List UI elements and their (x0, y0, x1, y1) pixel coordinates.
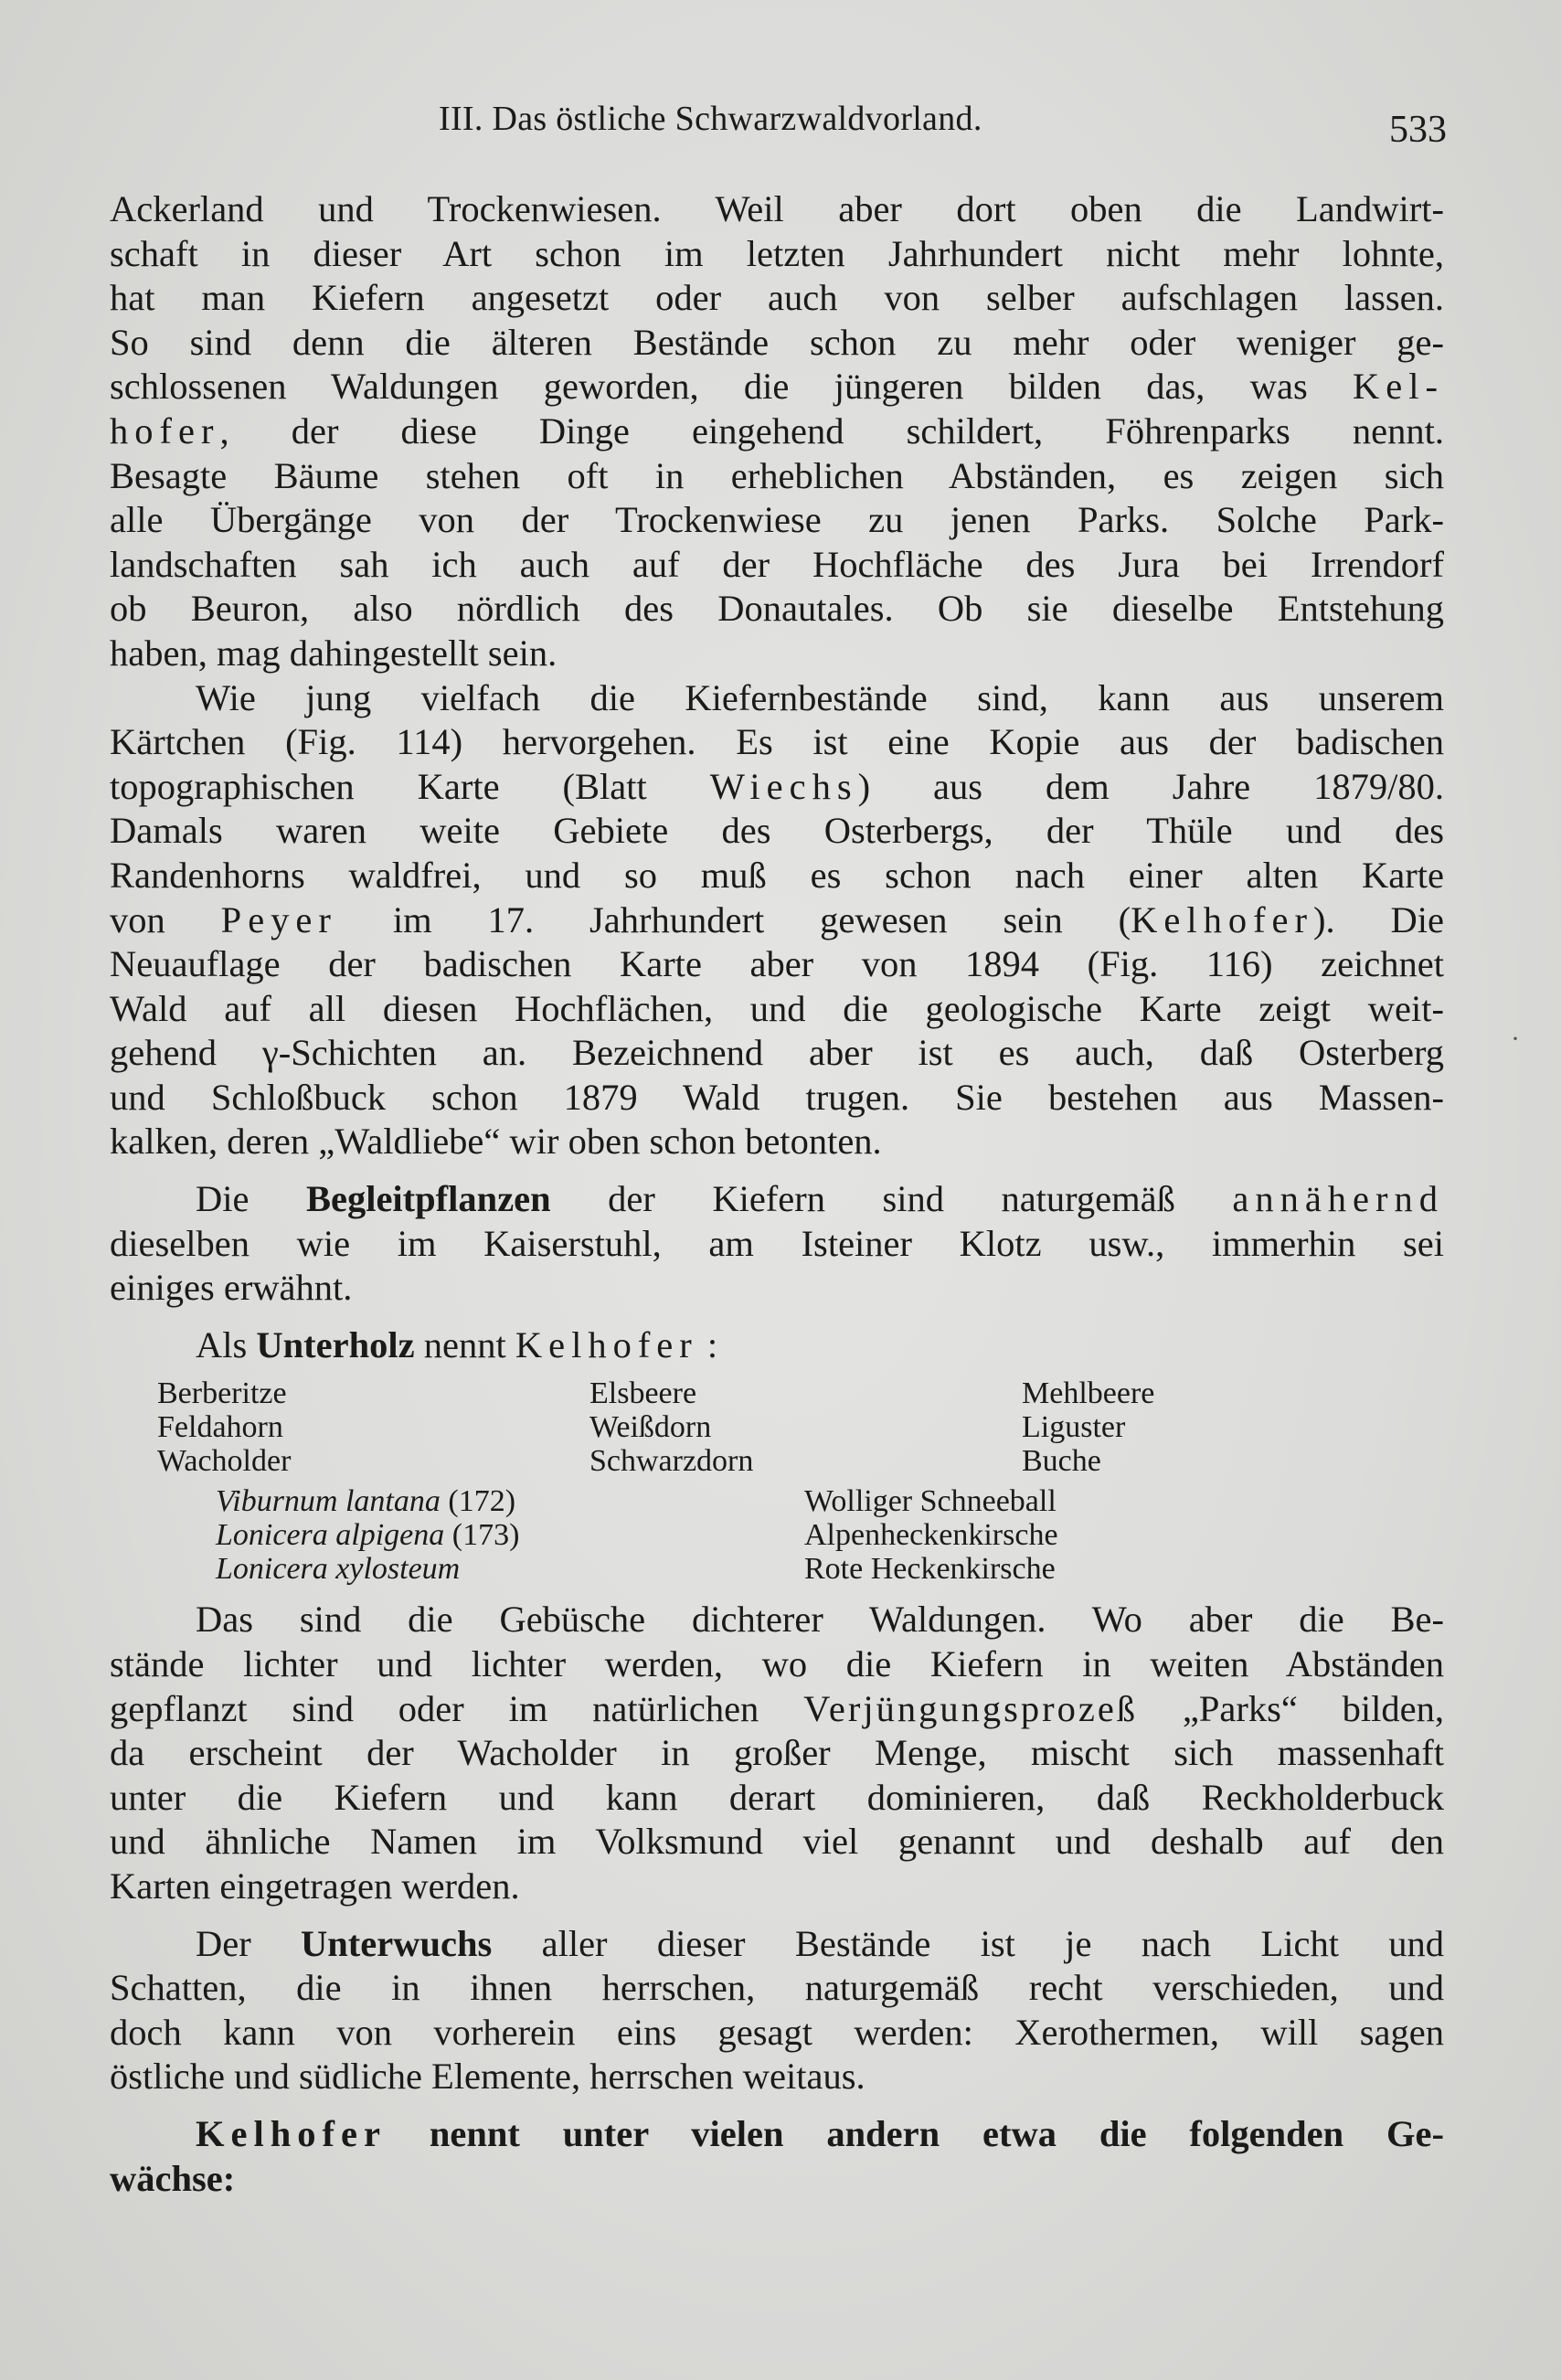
author-name: hofer (110, 409, 220, 452)
text-line: da erscheint der Wacholder in großer Menge, mischt sich massenhaft (110, 1732, 1444, 1774)
text-line: So sind denn die älteren Bestände schon zu mehr oder weniger ge- (110, 321, 1444, 363)
margin-dot: · (1511, 1024, 1520, 1054)
author-name: Kelhofer (1131, 898, 1314, 940)
text-line: Damals waren weite Gebiete des Osterbergs, der Thüle und des (110, 810, 1444, 852)
text-line: doch kann von vorherein eins gesagt werden: Xerothermen, will sagen (110, 2011, 1444, 2053)
text-line: von Peyer im 17. Jahrhundert gewesen sein (Kelhofer). Die (110, 898, 1444, 940)
plant-column (157, 1376, 291, 1478)
text-line: wächse: (110, 2157, 236, 2199)
author-name: Peyer (220, 898, 337, 940)
plant-name: Berberitze (157, 1376, 287, 1411)
text-line: alle Übergänge von der Trockenwiese zu jenen Parks. Solche Park- (110, 499, 1444, 541)
text-line: Die Begleitpflanzen der Kiefern sind naturgemäß annähernd (196, 1178, 1444, 1220)
text-line: landschaften sah ich auch auf der Hochfläche des Jura bei Irrendorf (110, 543, 1444, 585)
text-line: Schatten, die in ihnen herrschen, naturgemäß recht verschieden, und (110, 1967, 1444, 2009)
plant-name: Liguster (1022, 1410, 1126, 1445)
spaced-emphasis: Verjüngungsprozeß (803, 1687, 1139, 1729)
map-sheet-name: Wiechs (709, 765, 858, 807)
text-line: ob Beuron, also nördlich des Donautales. Ob sie dieselbe Entstehung (110, 588, 1444, 630)
text-line: schaft in dieser Art schon im letzten Jahrhundert nicht mehr lohnte, (110, 232, 1444, 274)
paragraph (110, 1922, 1444, 2099)
latin-plant-entry: Lonicera alpigena (173) (216, 1518, 520, 1553)
page-number: 533 (1389, 109, 1447, 151)
bold-term: Begleitpflanzen (305, 1178, 551, 1220)
plant-name: Mehlbeere (1022, 1376, 1155, 1411)
text-line: Kärtchen (Fig. 114) hervorgehen. Es ist eine Kopie aus der badischen (110, 721, 1444, 763)
author-name: Kelhofer (196, 2112, 387, 2154)
text-line: schlossenen Waldungen geworden, die jüngeren bilden das, was Kel- (110, 366, 1444, 408)
text-line: einiges erwähnt. (110, 1267, 353, 1309)
text-line: östliche und südliche Elemente, herrschen weitaus. (110, 2056, 865, 2098)
text-line: Wald auf all diesen Hochflächen, und die geologische Karte zeigt weit- (110, 987, 1444, 1029)
running-header (110, 99, 1447, 151)
plant-name: Schwarzdorn (589, 1444, 754, 1479)
plant-grid (110, 1376, 1444, 1484)
text-line: kalken, deren „Waldliebe“ wir oben schon betonten. (110, 1121, 882, 1163)
latin-plant-entry: Viburnum lantana (172) (216, 1484, 516, 1519)
paragraph (110, 1177, 1444, 1311)
german-plant-name: Alpenheckenkirsche (804, 1518, 1058, 1553)
text-line: gepflanzt sind oder im natürlichen Verjüngungsprozeß „Parks“ bilden, (110, 1687, 1444, 1729)
text-line: dieselben wie im Kaiserstuhl, am Isteiner Klotz usw., immerhin sei (110, 1222, 1444, 1264)
text-line: unter die Kiefern und kann derart dominieren, daß Reckholderbuck (110, 1776, 1444, 1818)
running-title: III. Das östliche Schwarzwaldvorland. (439, 100, 982, 138)
plant-name: Elsbeere (589, 1376, 697, 1411)
paragraph (110, 187, 1444, 676)
text-line: Randenhorns waldfrei, und so muß es schon nach einer alten Karte (110, 854, 1444, 896)
german-names-column (804, 1484, 1058, 1586)
text-line: Der Unterwuchs aller dieser Bestände ist je nach Licht und (196, 1922, 1444, 1964)
body-text (110, 187, 1444, 2201)
text-line: Besagte Bäume stehen oft in erheblichen Abständen, es zeigen sich (110, 454, 1444, 496)
text-line: topographischen Karte (Blatt Wiechs) aus dem Jahre 1879/80. (110, 765, 1444, 807)
text-line: und ähnliche Namen im Volksmund viel genannt und deshalb auf den (110, 1821, 1444, 1863)
latin-plant-entry: Lonicera xylosteum (216, 1552, 461, 1587)
paragraph (110, 2112, 1444, 2201)
text-line: haben, mag dahingestellt sein. (110, 632, 558, 674)
plant-name: Weißdorn (589, 1410, 712, 1445)
plant-name: Feldahorn (157, 1410, 283, 1445)
paragraph (110, 676, 1444, 1165)
bold-term: Unterwuchs (301, 1922, 493, 1964)
text-line: Ackerland und Trockenwiesen. Weil aber dort oben die Landwirt- (110, 188, 1444, 229)
latin-plant-grid (110, 1484, 1444, 1590)
author-name: Kelhofer (515, 1323, 698, 1365)
text-line: Als Unterholz nennt Kelhofer : (196, 1323, 718, 1365)
paragraph (110, 1598, 1444, 1908)
german-plant-name: Rote Heckenkirsche (804, 1552, 1056, 1587)
plant-column (1022, 1376, 1154, 1478)
plant-name: Buche (1022, 1444, 1101, 1479)
bold-term: Unterholz (256, 1323, 415, 1365)
paragraph (110, 1323, 1444, 1368)
text-line: Neuauflage der badischen Karte aber von 1894 (Fig. 116) zeichnet (110, 943, 1444, 985)
text-line: Kelhofer nennt unter vielen andern etwa die folgenden Ge- (196, 2112, 1444, 2154)
spaced-emphasis: annähernd (1232, 1178, 1444, 1220)
plant-column (589, 1376, 753, 1478)
text-line: und Schloßbuck schon 1879 Wald trugen. Sie bestehen aus Massen- (110, 1076, 1444, 1118)
text-line: Das sind die Gebüsche dichterer Waldungen. Wo aber die Be- (196, 1599, 1444, 1641)
text-line: Karten eingetragen werden. (110, 1865, 520, 1907)
german-plant-name: Wolliger Schneeball (804, 1484, 1057, 1519)
author-name: Kel- (1353, 366, 1444, 408)
text-line: hofer, der diese Dinge eingehend schildert, Föhrenparks nennt. (110, 409, 1444, 452)
plant-list (110, 1376, 1444, 1590)
latin-names-column (216, 1484, 519, 1586)
text-line: stände lichter und lichter werden, wo die Kiefern in weiten Abständen (110, 1643, 1444, 1685)
text-line: gehend γ-Schichten an. Bezeichnend aber ist es auch, daß Osterberg (110, 1032, 1444, 1074)
text-line: hat man Kiefern angesetzt oder auch von selber aufschlagen lassen. (110, 277, 1444, 319)
plant-name: Wacholder (157, 1444, 292, 1479)
text-line: Wie jung vielfach die Kiefernbestände sind, kann aus unserem (196, 676, 1444, 718)
